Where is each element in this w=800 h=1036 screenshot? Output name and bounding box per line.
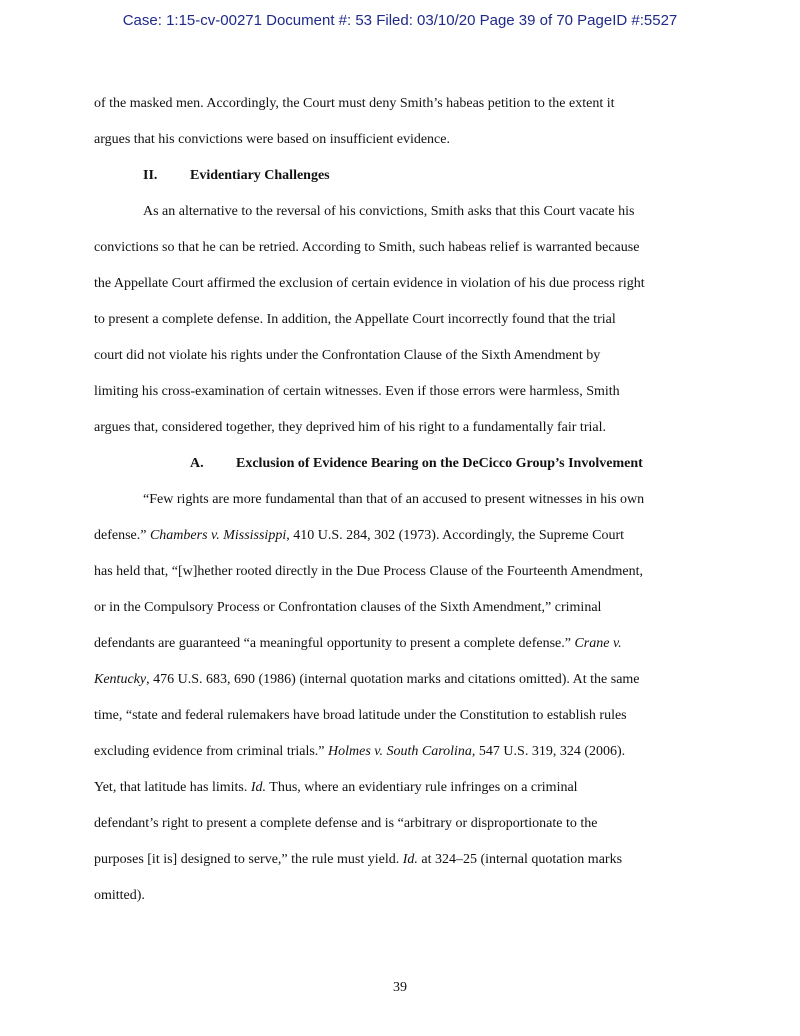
body-line: defendant’s right to present a complete defense and is “arbitrary or disproportionate to the [94, 816, 598, 831]
page-number: 39 [393, 980, 407, 995]
body-line: has held that, “[w]hether rooted directly in the Due Process Clause of the Fourteenth Amendment, [94, 564, 643, 579]
text-run: purposes [it is] designed to serve,” the rule must yield. [94, 852, 400, 867]
section-title: Evidentiary Challenges [190, 168, 330, 183]
text-run: defendants are guaranteed “a meaningful opportunity to present a complete defense.” [94, 636, 571, 651]
body-line [94, 672, 640, 688]
body-line: argues that his convictions were based on insufficient evidence. [94, 132, 450, 147]
subsection-letter: A. [190, 456, 204, 471]
text-run: , 547 U.S. 319, 324 (2006). [471, 744, 626, 759]
text-run: excluding evidence from criminal trials.” [94, 744, 325, 759]
body-line [94, 744, 625, 760]
body-line: As an alternative to the reversal of his convictions, Smith asks that this Court vacate his [143, 204, 635, 219]
body-line: argues that, considered together, they deprived him of his right to a fundamentally fair trial. [94, 420, 606, 435]
body-line: “Few rights are more fundamental than that of an accused to present witnesses in his own [143, 492, 645, 507]
text-run: , 476 U.S. 683, 690 (1986) (internal quotation marks and citations omitted). At the same [146, 672, 640, 687]
body-line: court did not violate his rights under the Confrontation Clause of the Sixth Amendment by [94, 348, 601, 363]
case-header: Case: 1:15-cv-00271 Document #: 53 Filed: 03/10/20 Page 39 of 70 PageID #:5527 [122, 12, 678, 29]
body-line: omitted). [94, 888, 145, 903]
subsection-title: Exclusion of Evidence Bearing on the DeCicco Group’s Involvement [236, 456, 643, 471]
body-line: of the masked men. Accordingly, the Court must deny Smith’s habeas petition to the extent it [94, 96, 615, 111]
text-run: , 410 U.S. 284, 302 (1973). Accordingly, the Supreme Court [286, 528, 624, 543]
case-citation: Crane v. [574, 636, 622, 651]
case-citation: Id. [250, 780, 267, 795]
text-run: at 324–25 (internal quotation marks [421, 852, 623, 867]
case-citation: Kentucky [94, 672, 147, 687]
body-line: or in the Compulsory Process or Confrontation clauses of the Sixth Amendment,” criminal [94, 600, 602, 615]
body-line [94, 528, 624, 544]
section-number: II. [143, 168, 158, 183]
body-line: to present a complete defense. In addition, the Appellate Court incorrectly found that the trial [94, 312, 616, 327]
text-run: defense.” [94, 528, 147, 543]
body-line: limiting his cross-examination of certain witnesses. Even if those errors were harmless, Smith [94, 384, 620, 399]
text-run: Yet, that latitude has limits. [94, 780, 248, 795]
body-line [94, 636, 622, 652]
body-line [94, 852, 622, 868]
case-citation: Holmes v. South Carolina [328, 744, 472, 759]
body-line: the Appellate Court affirmed the exclusion of certain evidence in violation of his due process right [94, 276, 645, 291]
body-line: convictions so that he can be retried. According to Smith, such habeas relief is warranted because [94, 240, 640, 255]
case-citation: Id. [402, 852, 418, 867]
case-citation: Chambers v. Mississippi [149, 528, 287, 543]
text-run: Thus, where an evidentiary rule infringes on a criminal [269, 780, 578, 795]
body-line [94, 780, 578, 796]
body-line: time, “state and federal rulemakers have broad latitude under the Constitution to establish rules [94, 708, 627, 723]
